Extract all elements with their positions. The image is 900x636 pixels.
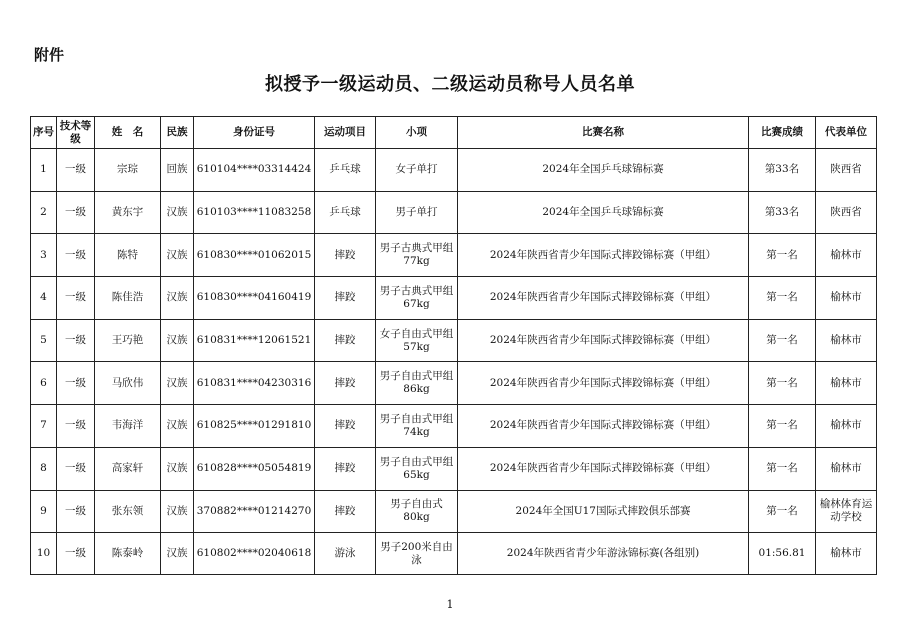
column-header: 运动项目 bbox=[315, 117, 376, 149]
table-row bbox=[31, 319, 877, 362]
cell-result: 01:56.81 bbox=[749, 533, 816, 575]
athlete-table bbox=[30, 116, 877, 575]
cell-event: 女子单打 bbox=[376, 149, 458, 192]
cell-competition: 2024年陕西省青少年国际式摔跤锦标赛（甲组） bbox=[458, 234, 749, 277]
cell-sport: 游泳 bbox=[315, 533, 376, 575]
page-number: 1 bbox=[446, 598, 454, 611]
cell-ethnicity: 汉族 bbox=[161, 191, 194, 234]
table-row bbox=[31, 234, 877, 277]
attachment-label: 附件 bbox=[34, 46, 65, 64]
cell-unit: 榆林体育运动学校 bbox=[816, 490, 877, 533]
cell-sport: 乒乓球 bbox=[315, 149, 376, 192]
cell-competition: 2024年陕西省青少年国际式摔跤锦标赛（甲组） bbox=[458, 447, 749, 490]
cell-sport: 摔跤 bbox=[315, 277, 376, 320]
cell-level: 一级 bbox=[57, 447, 95, 490]
table-row bbox=[31, 277, 877, 320]
cell-name: 高家轩 bbox=[95, 447, 161, 490]
cell-unit: 榆林市 bbox=[816, 234, 877, 277]
cell-name: 黄东宇 bbox=[95, 191, 161, 234]
cell-competition: 2024年全国乒乓球锦标赛 bbox=[458, 149, 749, 192]
cell-ethnicity: 汉族 bbox=[161, 319, 194, 362]
cell-level: 一级 bbox=[57, 277, 95, 320]
cell-ethnicity: 汉族 bbox=[161, 490, 194, 533]
cell-ethnicity: 汉族 bbox=[161, 277, 194, 320]
table-row bbox=[31, 447, 877, 490]
cell-index: 5 bbox=[31, 319, 57, 362]
cell-level: 一级 bbox=[57, 234, 95, 277]
column-header: 比赛成绩 bbox=[749, 117, 816, 149]
column-header: 代表单位 bbox=[816, 117, 877, 149]
table-row bbox=[31, 405, 877, 448]
cell-competition: 2024年陕西省青少年游泳锦标赛(各组别) bbox=[458, 533, 749, 575]
table-row bbox=[31, 533, 877, 575]
cell-level: 一级 bbox=[57, 362, 95, 405]
cell-event: 男子200米自由泳 bbox=[376, 533, 458, 575]
column-header: 序号 bbox=[31, 117, 57, 149]
cell-index: 10 bbox=[31, 533, 57, 575]
cell-name: 马欣伟 bbox=[95, 362, 161, 405]
cell-sport: 摔跤 bbox=[315, 234, 376, 277]
cell-unit: 榆林市 bbox=[816, 405, 877, 448]
cell-competition: 2024年陕西省青少年国际式摔跤锦标赛（甲组） bbox=[458, 277, 749, 320]
table-row bbox=[31, 149, 877, 192]
cell-index: 8 bbox=[31, 447, 57, 490]
table-header-row bbox=[31, 117, 877, 149]
cell-name: 张东领 bbox=[95, 490, 161, 533]
cell-index: 9 bbox=[31, 490, 57, 533]
table-row bbox=[31, 362, 877, 405]
cell-ethnicity: 汉族 bbox=[161, 234, 194, 277]
cell-ethnicity: 回族 bbox=[161, 149, 194, 192]
column-header: 小项 bbox=[376, 117, 458, 149]
cell-event: 男子自由式甲组86kg bbox=[376, 362, 458, 405]
cell-id-number: 610830****01062015 bbox=[194, 234, 315, 277]
cell-result: 第一名 bbox=[749, 362, 816, 405]
cell-event: 男子自由式甲组65kg bbox=[376, 447, 458, 490]
cell-level: 一级 bbox=[57, 149, 95, 192]
cell-name: 王巧艳 bbox=[95, 319, 161, 362]
cell-result: 第一名 bbox=[749, 447, 816, 490]
cell-result: 第一名 bbox=[749, 277, 816, 320]
cell-index: 6 bbox=[31, 362, 57, 405]
cell-name: 韦海洋 bbox=[95, 405, 161, 448]
cell-level: 一级 bbox=[57, 490, 95, 533]
cell-sport: 摔跤 bbox=[315, 490, 376, 533]
cell-event: 男子自由式80kg bbox=[376, 490, 458, 533]
cell-ethnicity: 汉族 bbox=[161, 533, 194, 575]
cell-result: 第一名 bbox=[749, 490, 816, 533]
cell-id-number: 370882****01214270 bbox=[194, 490, 315, 533]
cell-level: 一级 bbox=[57, 533, 95, 575]
cell-sport: 乒乓球 bbox=[315, 191, 376, 234]
cell-sport: 摔跤 bbox=[315, 405, 376, 448]
cell-id-number: 610831****12061521 bbox=[194, 319, 315, 362]
cell-ethnicity: 汉族 bbox=[161, 447, 194, 490]
cell-name: 宗琮 bbox=[95, 149, 161, 192]
cell-id-number: 610828****05054819 bbox=[194, 447, 315, 490]
cell-name: 陈特 bbox=[95, 234, 161, 277]
cell-index: 7 bbox=[31, 405, 57, 448]
cell-result: 第一名 bbox=[749, 405, 816, 448]
cell-unit: 陕西省 bbox=[816, 149, 877, 192]
cell-competition: 2024年全国乒乓球锦标赛 bbox=[458, 191, 749, 234]
cell-unit: 榆林市 bbox=[816, 319, 877, 362]
column-header: 身份证号 bbox=[194, 117, 315, 149]
cell-index: 4 bbox=[31, 277, 57, 320]
cell-level: 一级 bbox=[57, 405, 95, 448]
cell-level: 一级 bbox=[57, 191, 95, 234]
cell-id-number: 610103****11083258 bbox=[194, 191, 315, 234]
cell-level: 一级 bbox=[57, 319, 95, 362]
cell-index: 3 bbox=[31, 234, 57, 277]
cell-ethnicity: 汉族 bbox=[161, 405, 194, 448]
cell-id-number: 610802****02040618 bbox=[194, 533, 315, 575]
cell-index: 1 bbox=[31, 149, 57, 192]
column-header: 技术等级 bbox=[57, 117, 95, 149]
cell-competition: 2024年陕西省青少年国际式摔跤锦标赛（甲组） bbox=[458, 362, 749, 405]
cell-competition: 2024年陕西省青少年国际式摔跤锦标赛（甲组） bbox=[458, 405, 749, 448]
cell-ethnicity: 汉族 bbox=[161, 362, 194, 405]
cell-unit: 榆林市 bbox=[816, 362, 877, 405]
cell-result: 第一名 bbox=[749, 234, 816, 277]
cell-id-number: 610825****01291810 bbox=[194, 405, 315, 448]
cell-unit: 榆林市 bbox=[816, 447, 877, 490]
cell-event: 女子自由式甲组57kg bbox=[376, 319, 458, 362]
cell-event: 男子古典式甲组67kg bbox=[376, 277, 458, 320]
cell-name: 陈泰岭 bbox=[95, 533, 161, 575]
cell-sport: 摔跤 bbox=[315, 362, 376, 405]
cell-index: 2 bbox=[31, 191, 57, 234]
column-header: 民族 bbox=[161, 117, 194, 149]
cell-sport: 摔跤 bbox=[315, 447, 376, 490]
cell-id-number: 610831****04230316 bbox=[194, 362, 315, 405]
cell-result: 第一名 bbox=[749, 319, 816, 362]
column-header: 比赛名称 bbox=[458, 117, 749, 149]
cell-sport: 摔跤 bbox=[315, 319, 376, 362]
document-title: 拟授予一级运动员、二级运动员称号人员名单 bbox=[265, 74, 635, 95]
cell-result: 第33名 bbox=[749, 191, 816, 234]
cell-id-number: 610104****03314424 bbox=[194, 149, 315, 192]
cell-unit: 榆林市 bbox=[816, 533, 877, 575]
table-row bbox=[31, 490, 877, 533]
cell-event: 男子自由式甲组74kg bbox=[376, 405, 458, 448]
table-row bbox=[31, 191, 877, 234]
cell-name: 陈佳浩 bbox=[95, 277, 161, 320]
cell-result: 第33名 bbox=[749, 149, 816, 192]
cell-event: 男子古典式甲组77kg bbox=[376, 234, 458, 277]
cell-competition: 2024年全国U17国际式摔跤俱乐部赛 bbox=[458, 490, 749, 533]
cell-event: 男子单打 bbox=[376, 191, 458, 234]
cell-unit: 陕西省 bbox=[816, 191, 877, 234]
cell-unit: 榆林市 bbox=[816, 277, 877, 320]
column-header: 姓 名 bbox=[95, 117, 161, 149]
cell-competition: 2024年陕西省青少年国际式摔跤锦标赛（甲组） bbox=[458, 319, 749, 362]
cell-id-number: 610830****04160419 bbox=[194, 277, 315, 320]
